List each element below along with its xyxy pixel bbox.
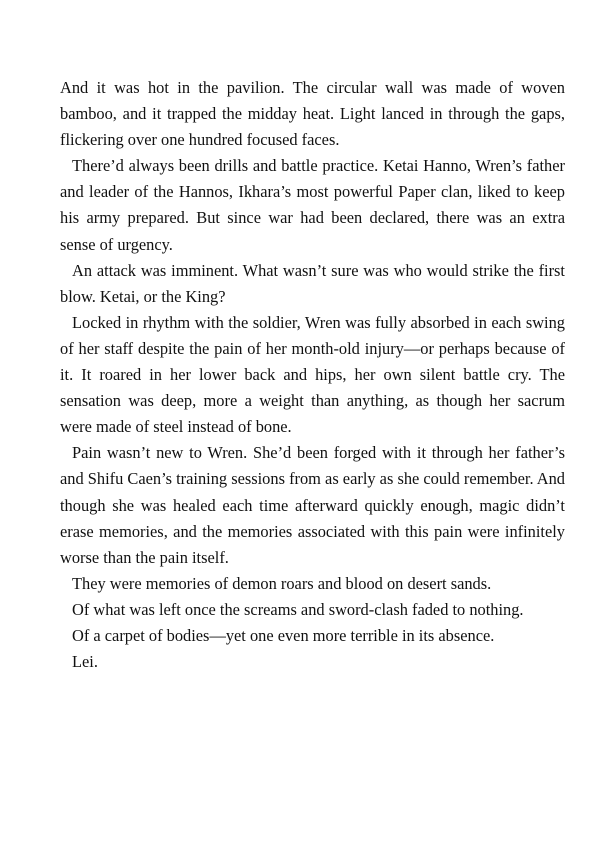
body-text: [60, 75, 565, 675]
paragraph-2: There’d always been drills and battle practice. Ketai Hanno, Wren’s father and leader of the Hannos, Ikhara’s most powerful Paper clan, liked to keep his army prepared. But since war had been declared, there was an extra sense of urgency.: [60, 156, 565, 254]
paragraph-7: Of what was left once the screams and sword-clash faded to nothing.: [72, 599, 524, 619]
paragraph-8: Of a carpet of bodies—yet one even more terrible in its absence.: [72, 625, 495, 645]
paragraph-4: Locked in rhythm with the soldier, Wren was fully absorbed in each swing of her staff despite the pain of her month-old injury—or perhaps because of it. It roared in her lower back and hips, her own silent battle cry. The sensation was deep, more a weight than anything, as though her sacrum were made of steel instead of bone.: [60, 312, 565, 437]
paragraph-9: Lei.: [72, 652, 98, 672]
paragraph-1: And it was hot in the pavilion. The circular wall was made of woven bamboo, and it trapped the midday heat. Light lanced in through the gaps, flickering over one hundred focused faces.: [60, 78, 565, 150]
paragraph-5: Pain wasn’t new to Wren. She’d been forged with it through her father’s and Shifu Caen’s training sessions from as early as she could remember. And though she was healed each time afterward quickly enough, magic didn’t erase memories, and the memories associated with this pain were infinitely worse than the pain itself.: [60, 443, 565, 567]
paragraph-3: An attack was imminent. What wasn’t sure was who would strike the first blow. Ketai, or the King?: [60, 260, 565, 306]
paragraph-6: They were memories of demon roars and blood on desert sands.: [72, 573, 492, 593]
